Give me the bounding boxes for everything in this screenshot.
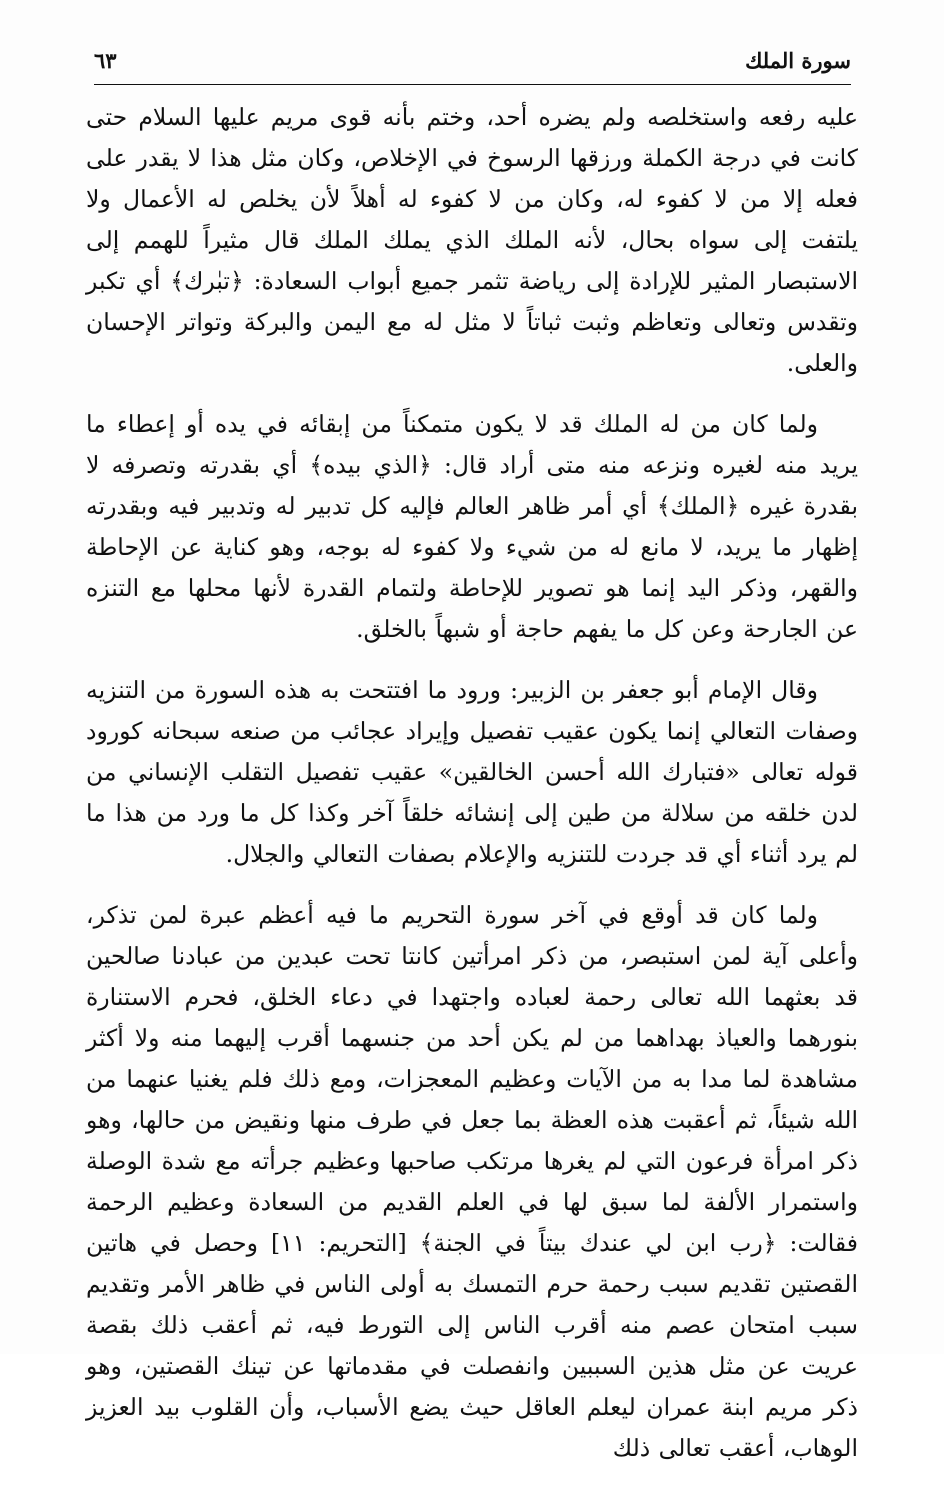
paragraph: ولما كان قد أوقع في آخر سورة التحريم ما فيه أعظم عبرة لمن تذكر، وأعلى آية لمن استبصر، من ذكر امرأتين كانتا تحت عبدين من عبادنا صالحين قد بعثهما الله تعالى رحمة لعباده واجتهدا في دعاء الخلق، فحرم الاستنارة بنورهما والعياذ بهداهما من لم يكن أحد من جنسهما أقرب إليهما منه ولا أكثر مشاهدة لما مدا به من الآيات وعظيم المعجزات، ومع ذلك فلم يغنيا عنهما من الله شيئاً، ثم أعقبت هذه العظة بما جعل في طرف منها ونقيض من حالها، وهو ذكر امرأة فرعون التي لم يغرها مرتكب صاحبها وعظيم جرأته مع شدة الوصلة واستمرار الألفة لما سبق لها في العلم القديم من السعادة وعظيم الرحمة فقالت: ﴿رب ابن لي عندك بيتاً في الجنة﴾ [التحريم: ١١] وحصل في هاتين القصتين تقديم سبب رحمة حرم التمسك به أولى الناس في ظاهر الأمر وتقديم سبب امتحان عصم منه أقرب الناس إلى التورط فيه، ثم أعقب ذلك بقصة عريت عن مثل هذين السببين وانفصلت في مقدماتها عن تينك القصتين، وهو ذكر مريم ابنة عمران ليعلم العاقل حيث يضع الأسباب، وأن القلوب بيد العزيز الوهاب، أعقب تعالى ذلك bbox=[86, 901, 858, 1462]
page-number: ٦٣ bbox=[94, 48, 117, 73]
page-header bbox=[94, 46, 851, 86]
paragraph: عليه رفعه واستخلصه ولم يضره أحد، وختم بأنه قوى مريم عليها السلام حتى كانت في درجة الكملة ورزقها الرسوخ في الإخلاص، وكان مثل هذا لا يقدر على فعله إلا من لا كفوء له، وكان من لا كفوء له أهلاً لأن يخلص له الأعمال ولا يلتفت إلى سواه بحال، لأنه الملك الذي يملك الملك قال مثيراً للهمم إلى الاستبصار المثير للإرادة إلى رياضة تثمر جميع أبواب السعادة: ﴿تبٰرك﴾ أي تكبر وتقدس وتعالى وتعاظم وثبت ثباتاً لا مثل له مع اليمن والبركة وتواتر الإحسان والعلى. bbox=[86, 103, 858, 377]
header-divider bbox=[94, 84, 851, 85]
paragraph: وقال الإمام أبو جعفر بن الزبير: ورود ما افتتحت به هذه السورة من التنزيه وصفات التعالي إنما يكون عقيب تفصيل وإيراد عجائب من صنعه سبحانه كورود قوله تعالى «فتبارك الله أحسن الخالقين» عقيب تفصيل التقلب الإنساني من لدن خلقه من سلالة من طين إلى إنشائه خلقاً آخر وكذا كل ما ورد من هذا ما لم يرد أثناء أي قد جردت للتنزيه والإعلام بصفات التعالي والجلال. bbox=[86, 676, 858, 868]
paragraph: ولما كان من له الملك قد لا يكون متمكناً من إبقائه في يده أو إعطاء ما يريد منه لغيره ونزعه منه متى أراد قال: ﴿الذي بيده﴾ أي بقدرته وتصرفه لا بقدرة غيره ﴿الملك﴾ أي أمر ظاهر العالم فإليه كل تدبير له وتدبير فيه وبقدرته إظهار ما يريد، لا مانع له من شيء ولا كفوء له بوجه، وهو كناية عن الإحاطة والقهر، وذكر اليد إنما هو تصوير للإحاطة ولتمام القدرة لأنها محلها مع التنزه عن الجارحة وعن كل ما يفهم حاجة أو شبهاً بالخلق. bbox=[86, 410, 858, 643]
body-text bbox=[86, 97, 858, 1489]
surah-title: سورة الملك bbox=[745, 48, 851, 73]
